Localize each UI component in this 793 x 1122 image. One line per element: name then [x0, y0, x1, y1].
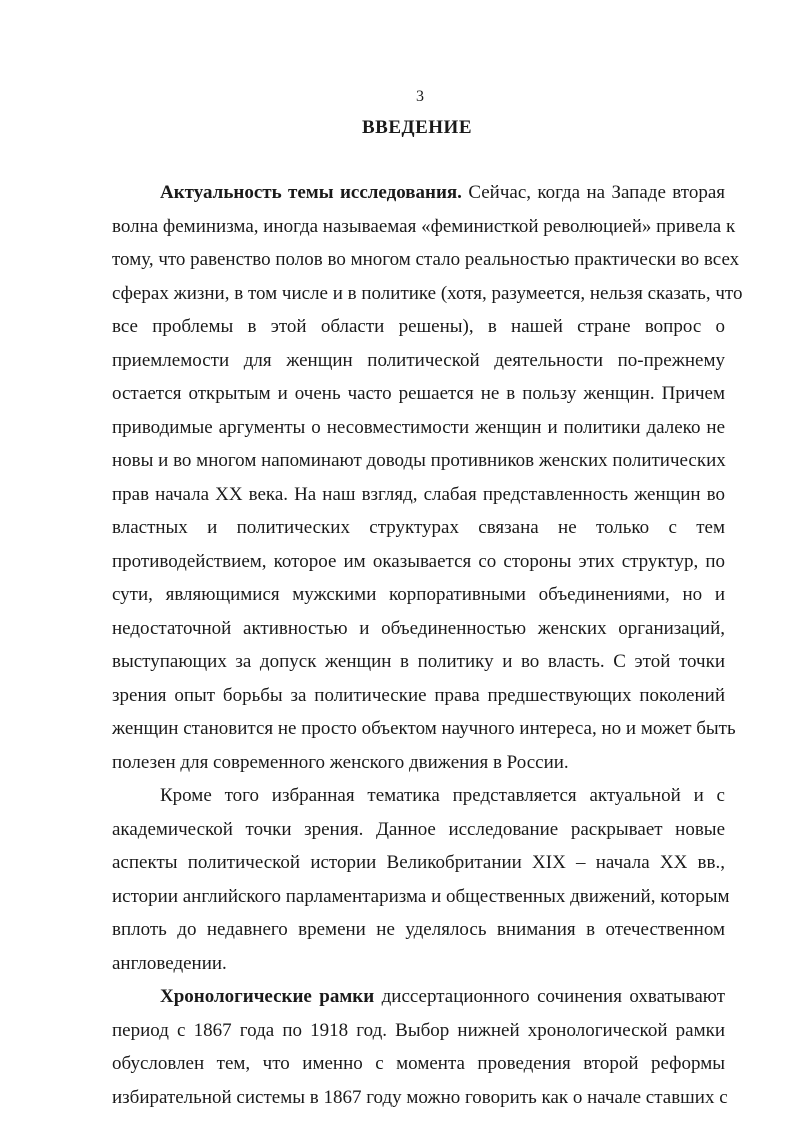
paragraph-line [160, 985, 725, 1009]
paragraph-line: недостаточной активностью и объединенностью женских организаций, [112, 618, 725, 639]
paragraph-line: аспекты политической истории Великобритании XIX – начала XX вв., [112, 852, 725, 873]
paragraph-line: властных и политических структурах связана не только с тем [112, 517, 725, 538]
paragraph-line: истории английского парламентаризма и общественных движений, которым [112, 886, 730, 907]
bold-lead: Актуальность темы исследования. [160, 182, 462, 203]
paragraph-line: англоведении. [112, 953, 227, 974]
paragraph-line: прав начала XX века. На наш взгляд, слабая представленность женщин во [112, 484, 725, 505]
line-text: Сейчас, когда на Западе вторая [468, 182, 725, 203]
bold-lead: Хронологические рамки [160, 986, 375, 1007]
paragraph-line: приводимые аргументы о несовместимости женщин и политики далеко не [112, 417, 725, 438]
paragraph-line: вплоть до недавнего времени не уделялось внимания в отечественном [112, 919, 725, 940]
paragraph-line: женщин становится не просто объектом научного интереса, но и может быть [112, 718, 736, 739]
page-number: 3 [416, 88, 424, 105]
line-text: диссертационного сочинения охватывают [381, 986, 726, 1007]
paragraph-line: тому, что равенство полов во многом стало реальностью практически во всех [112, 249, 740, 270]
paragraph-line: сферах жизни, в том числе и в политике (хотя, разумеется, нельзя сказать, что [112, 283, 743, 304]
paragraph-line: новы и во многом напоминают доводы противников женских политических [112, 450, 726, 471]
paragraph-line: обусловлен тем, что именно с момента проведения второй реформы [112, 1053, 725, 1074]
paragraph-line: сути, являющимися мужскими корпоративными объединениями, но и [112, 584, 725, 605]
paragraph-line [160, 181, 725, 205]
paragraph-line: все проблемы в этой области решены), в нашей стране вопрос о [112, 316, 725, 337]
section-title: ВВЕДЕНИЕ [362, 117, 472, 138]
paragraph-line: противодействием, которое им оказывается со стороны этих структур, по [112, 551, 725, 572]
paragraph-line: академической точки зрения. Данное исследование раскрывает новые [112, 819, 725, 840]
paragraph-line: период с 1867 года по 1918 год. Выбор нижней хронологической рамки [112, 1020, 725, 1041]
paragraph-line: выступающих за допуск женщин в политику и во власть. С этой точки [112, 651, 725, 672]
paragraph-line: приемлемости для женщин политической деятельности по-прежнему [112, 350, 725, 371]
paragraph-line: полезен для современного женского движения в России. [112, 752, 569, 773]
paragraph-line: зрения опыт борьбы за политические права предшествующих поколений [112, 685, 725, 706]
paragraph-line: Кроме того избранная тематика представляется актуальной и с [160, 785, 725, 806]
paragraph-line: волна феминизма, иногда называемая «феминисткой революцией» привела к [112, 216, 736, 237]
paragraph-line: остается открытым и очень часто решается не в пользу женщин. Причем [112, 383, 725, 404]
paragraph-line: избирательной системы в 1867 году можно говорить как о начале ставших с [112, 1087, 728, 1108]
